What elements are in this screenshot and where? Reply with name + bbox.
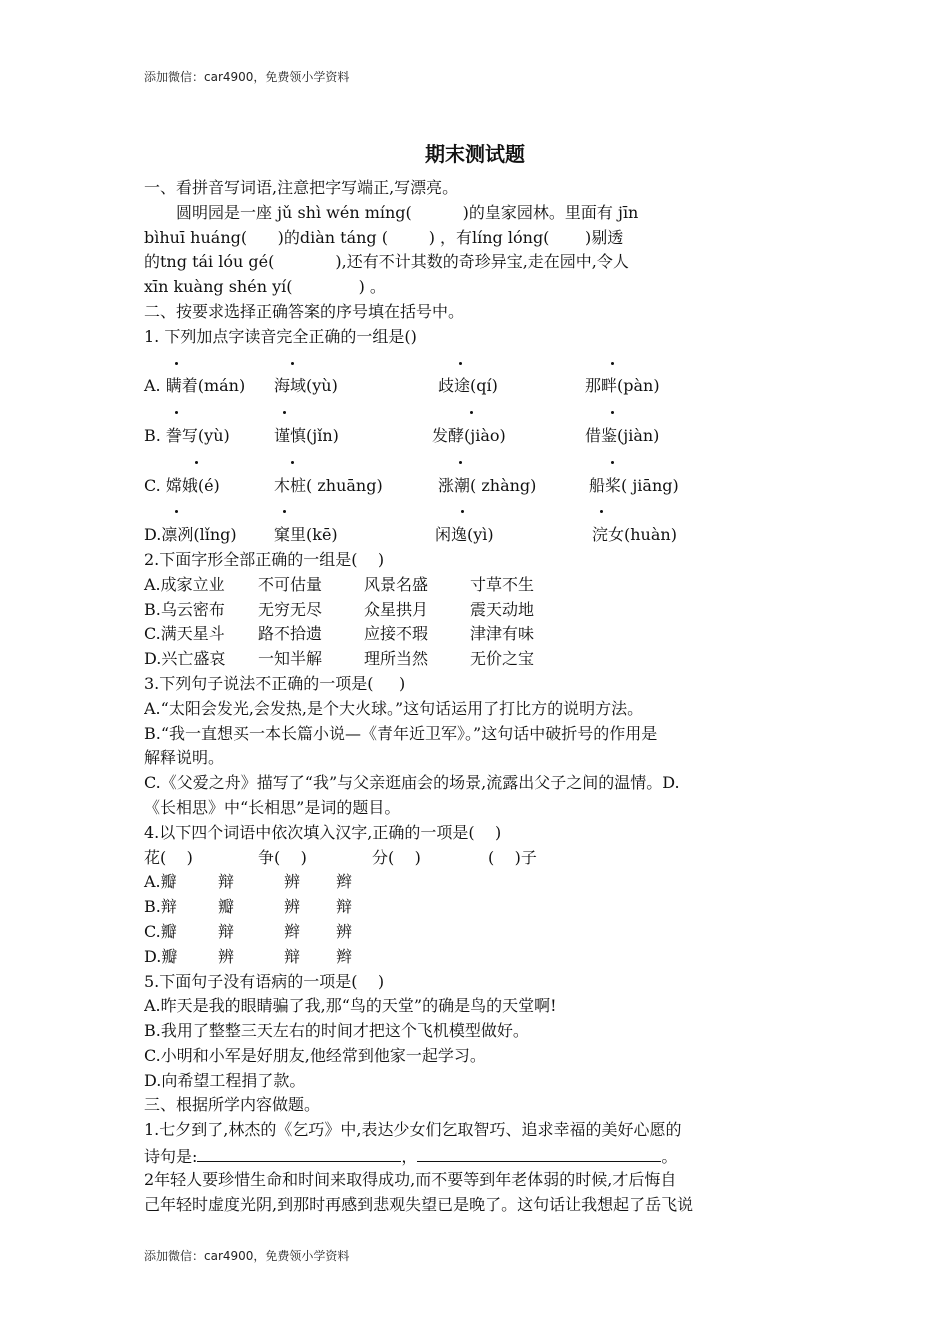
section2-heading: 二、按要求选择正确答案的序号填在括号中。 [144,301,465,321]
q2-option-c: C.满天星斗 路不拾遗 应接不瑕 津津有味 [144,624,535,644]
q2-option-d: D.兴亡盛哀 一知半解 理所当然 无价之宝 [144,649,535,669]
document-body [144,176,808,1217]
q3-line: 解释说明。 [144,748,225,768]
q1-option-b: B. 誊写(yù) 谨慎(jǐn) 发酵(jiào) 借鉴(jiàn) [144,399,808,449]
section1-heading: 一、看拼音写词语,注意把字写端正,写漂亮。 [144,178,459,197]
page-header: 添加微信：car4900，免费领小学资料 [144,70,350,84]
q4-option-b: B.辩 瓣 辨 辩 [144,897,353,917]
s3-q2-line: 己年轻时虚度光阴,到那时再感到悲观失望已是晚了。这句话让我想起了岳飞说 [144,1194,694,1214]
q5-line: D.向希望工程捐了款。 [144,1070,306,1090]
q1-option-a: A. 瞒着(mán) 海域(yù) 歧途(qí) 那畔(pàn) [144,350,808,400]
q1-stem: 1. 下列加点字读音完全正确的一组是() [144,326,417,346]
q2-option-b: B.乌云密布 无穷无尽 众星拱月 震天动地 [144,599,535,619]
section1-line: 的tng tái lóu gé( ),还有不计其数的奇珍异宝,走在园中,令人 [144,252,629,272]
q5-stem: 5.下面句子没有语病的一项是( ) [144,971,385,991]
q2-option-a: A.成家立业 不可估量 风景名盛 寸草不生 [144,574,535,594]
q4-stem: 4.以下四个词语中依次填入汉字,正确的一项是( ) [144,822,502,842]
s3-q1-answer-line: 诗句是: ， 。 [144,1143,808,1168]
q4-option-a: A.瓣 辩 辨 辫 [144,872,353,892]
section1-line: 圆明园是一座 jǔ shì wén míng( )的皇家园林。里面有 jīn [176,202,639,222]
q3-line: A.“太阳会发光,会发热,是个大火球。”这句话运用了打比方的说明方法。 [144,698,644,718]
q3-stem: 3.下列句子说法不正确的一项是( ) [144,673,406,693]
section3-heading: 三、根据所学内容做题。 [144,1095,321,1115]
page-title: 期末测试题 [425,142,525,166]
q1-option-c: C. 嫦娥(é) 木桩( zhuāng) 涨潮( zhàng) 船桨( jiāng) [144,449,808,499]
q3-line: C.《父爱之舟》描写了“我”与父亲逛庙会的场景,流露出父子之间的温情。D. [144,773,680,793]
q4-blanks: 花( ) 争( ) 分( ) ( )子 [144,847,537,867]
s3-q2-line: 2年轻人要珍惜生命和时间来取得成功,而不要等到年老体弱的时候,才后悔自 [144,1169,677,1189]
q3-line: 《长相思》中“长相思”是词的题目。 [144,797,401,817]
answer-blank[interactable] [417,1143,661,1162]
q5-line: B.我用了整整三天左右的时间才把这个飞机模型做好。 [144,1021,529,1041]
q4-option-c: C.瓣 辩 辫 辨 [144,921,353,941]
q1-option-d: D.凛冽(lǐng) 窠里(kē) 闲逸(yì) 浣女(huàn) [144,498,808,548]
s3-q1-line: 1.七夕到了,林杰的《乞巧》中,表达少女们乞取智巧、追求幸福的美好心愿的 [144,1120,682,1140]
answer-blank[interactable] [197,1143,401,1162]
q3-line: B.“我一直想买一本长篇小说—《青年近卫军》。”这句话中破折号的作用是 [144,723,658,743]
q2-stem: 2.下面字形全部正确的一组是( ) [144,549,385,569]
page-footer: 添加微信：car4900，免费领小学资料 [144,1249,350,1263]
q5-line: A.昨天是我的眼睛骗了我,那“鸟的天堂”的确是鸟的天堂啊! [144,996,557,1016]
q4-option-d: D.瓣 辨 辩 辫 [144,946,353,966]
section1-line: xīn kuàng shén yí( ) 。 [144,277,386,297]
q5-line: C.小明和小军是好朋友,他经常到他家一起学习。 [144,1045,486,1065]
section1-line: bìhuī huáng( )的diàn táng ( ) ，有líng lóng( )剔透 [144,227,624,247]
